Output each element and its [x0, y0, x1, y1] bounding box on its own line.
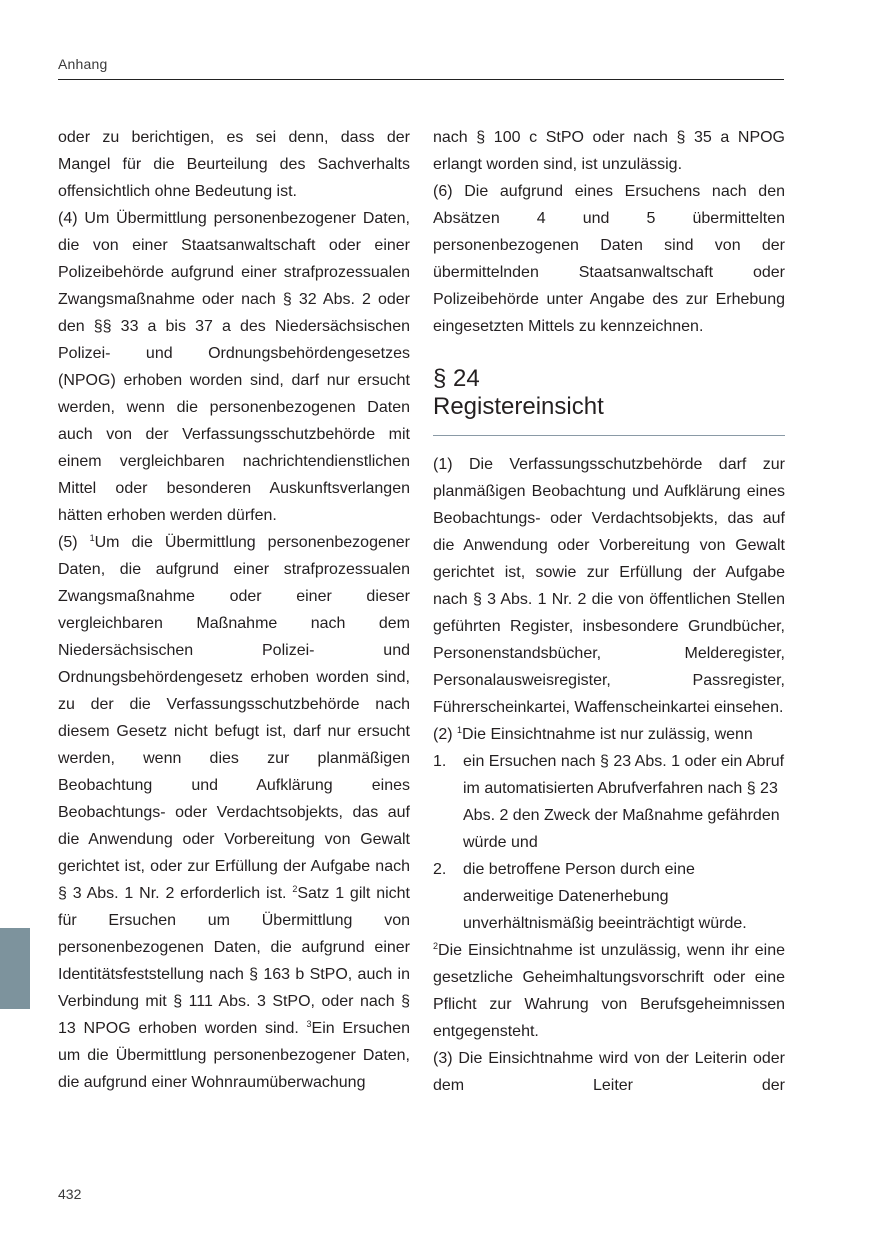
paragraph-5-number: (5)	[58, 534, 90, 551]
paragraph-6: (6) Die aufgrund eines Ersuchens nach den Absätzen 4 und 5 übermittelten personenbezogenen Daten sind von der übermittelnden Staatsanwaltschaft oder Polizeibehörde unter Angabe des zur Erhebung eingesetzten Mittels zu kennzeichnen.	[433, 183, 785, 335]
paragraph-number: (2)	[433, 726, 457, 743]
sentence-marker: 1	[89, 533, 95, 543]
list-item	[433, 856, 785, 937]
list-item-text: die betroffene Person durch eine anderweitige Datenerhebung unverhältnismäßig beeinträchtigt würde.	[463, 861, 747, 932]
sentence-text: Die Einsichtnahme ist unzulässig, wenn ihr eine gesetzliche Geheimhaltungsvorschrift oder eine Pflicht zur Wahrung von Berufsgeheimnissen entgegensteht.	[433, 942, 785, 1040]
list-item	[433, 748, 785, 856]
condition-list	[433, 748, 785, 937]
header-divider	[58, 79, 784, 80]
sentence-marker: 3	[306, 1019, 312, 1029]
section-24-paragraph-3: (3) Die Einsichtnahme wird von der Leiterin oder dem Leiter der	[433, 1050, 785, 1094]
sentence-marker: 1	[457, 725, 463, 735]
paragraph-4: (4) Um Übermittlung personenbezogener Daten, die von einer Staatsanwaltschaft oder einer Polizeibehörde aufgrund einer strafprozessualen Zwangsmaßnahme oder nach § 32 Abs. 2 oder den §§ 33 a bis 37 a des Niedersächsischen Polizei- und Ordnungsbehördengesetzes (NPOG) erhoben worden sind, darf nur ersucht werden, wenn die personenbezogenen Daten auch von der Verfassungsschutzbehörde mit einem vergleichbaren nachrichtendienstlichen Mittel oder besonderen Auskunftsverlangen hätten erhoben werden dürfen.	[58, 210, 410, 524]
section-number: § 24	[433, 365, 480, 392]
paragraph-5-end: nach § 100 c StPO oder nach § 35 a NPOG erlangt worden sind, ist unzulässig.	[433, 129, 785, 173]
section-divider	[433, 435, 785, 436]
paragraph-5	[58, 529, 410, 1096]
section-24-paragraph-1: (1) Die Verfassungsschutzbehörde darf zur planmäßigen Beobachtung und Aufklärung eines Beobachtungs- oder Verdachtsobjekts, das auf die Anwendung oder Vorbereitung von Gewalt gerichtet ist, sowie zur Erfüllung der Aufgabe nach § 3 Abs. 1 Nr. 2 die von öffentlichen Stellen geführten Register, insbesondere Grundbücher, Personenstandsbücher, Melderegister, Personalausweisregister, Passregister, Führerscheinkartei, Waffenscheinkartei einsehen.	[433, 456, 785, 716]
list-item-number: 2.	[433, 861, 447, 878]
sentence-text: Die Einsichtnahme ist nur zulässig, wenn	[462, 726, 753, 743]
running-header: Anhang	[58, 56, 108, 72]
page-number: 432	[58, 1186, 82, 1202]
chapter-tab-marker	[0, 928, 30, 1009]
section-heading	[433, 365, 785, 421]
sentence-marker: 2	[292, 884, 298, 894]
paragraph-3-end: oder zu berichtigen, es sei denn, dass der Mangel für die Beurteilung des Sachverhalts offensichtlich ohne Bedeutung ist.	[58, 129, 410, 200]
section-24-paragraph-2-sentence-2	[433, 937, 785, 1045]
right-column	[433, 124, 785, 1099]
sentence-text: Ein Ersuchen um die Übermittlung personenbezogener Daten, die aufgrund einer Wohnraumüberwachung	[58, 1020, 410, 1091]
left-column	[58, 124, 410, 1096]
section-24-paragraph-2-intro	[433, 721, 785, 748]
sentence-text: Um die Übermittlung personenbezogener Daten, die aufgrund einer strafprozessualen Zwangsmaßnahme oder einer dieser vergleichbaren Maßnahme nach dem Niedersächsischen Polizei- und Ordnungsbehördengesetz erhoben worden sind, zu der die Verfassungsschutzbehörde nach diesem Gesetz nicht befugt ist, darf nur ersucht werden, wenn dies zur planmäßigen Beobachtung und Aufklärung eines Beobachtungs- oder Verdachtsobjekts, das auf die Anwendung oder Vorbereitung von Gewalt gerichtet ist, oder zur Erfüllung der Aufgabe nach § 3 Abs. 1 Nr. 2 erforderlich ist.	[58, 534, 410, 902]
sentence-marker: 2	[433, 941, 439, 951]
sentence-text: Satz 1 gilt nicht für Ersuchen um Übermittlung von personenbezogenen Daten, die aufgrund einer Identitätsfeststellung nach § 163 b StPO, auch in Verbindung mit § 111 Abs. 3 StPO, oder nach § 13 NPOG erhoben worden sind.	[58, 885, 411, 1037]
list-item-text: ein Ersuchen nach § 23 Abs. 1 oder ein Abruf im automatisierten Abrufverfahren nach § 23 Abs. 2 den Zweck der Maßnahme gefährden würde und	[463, 753, 785, 851]
section-title: Registereinsicht	[433, 393, 604, 420]
list-item-number: 1.	[433, 753, 447, 770]
